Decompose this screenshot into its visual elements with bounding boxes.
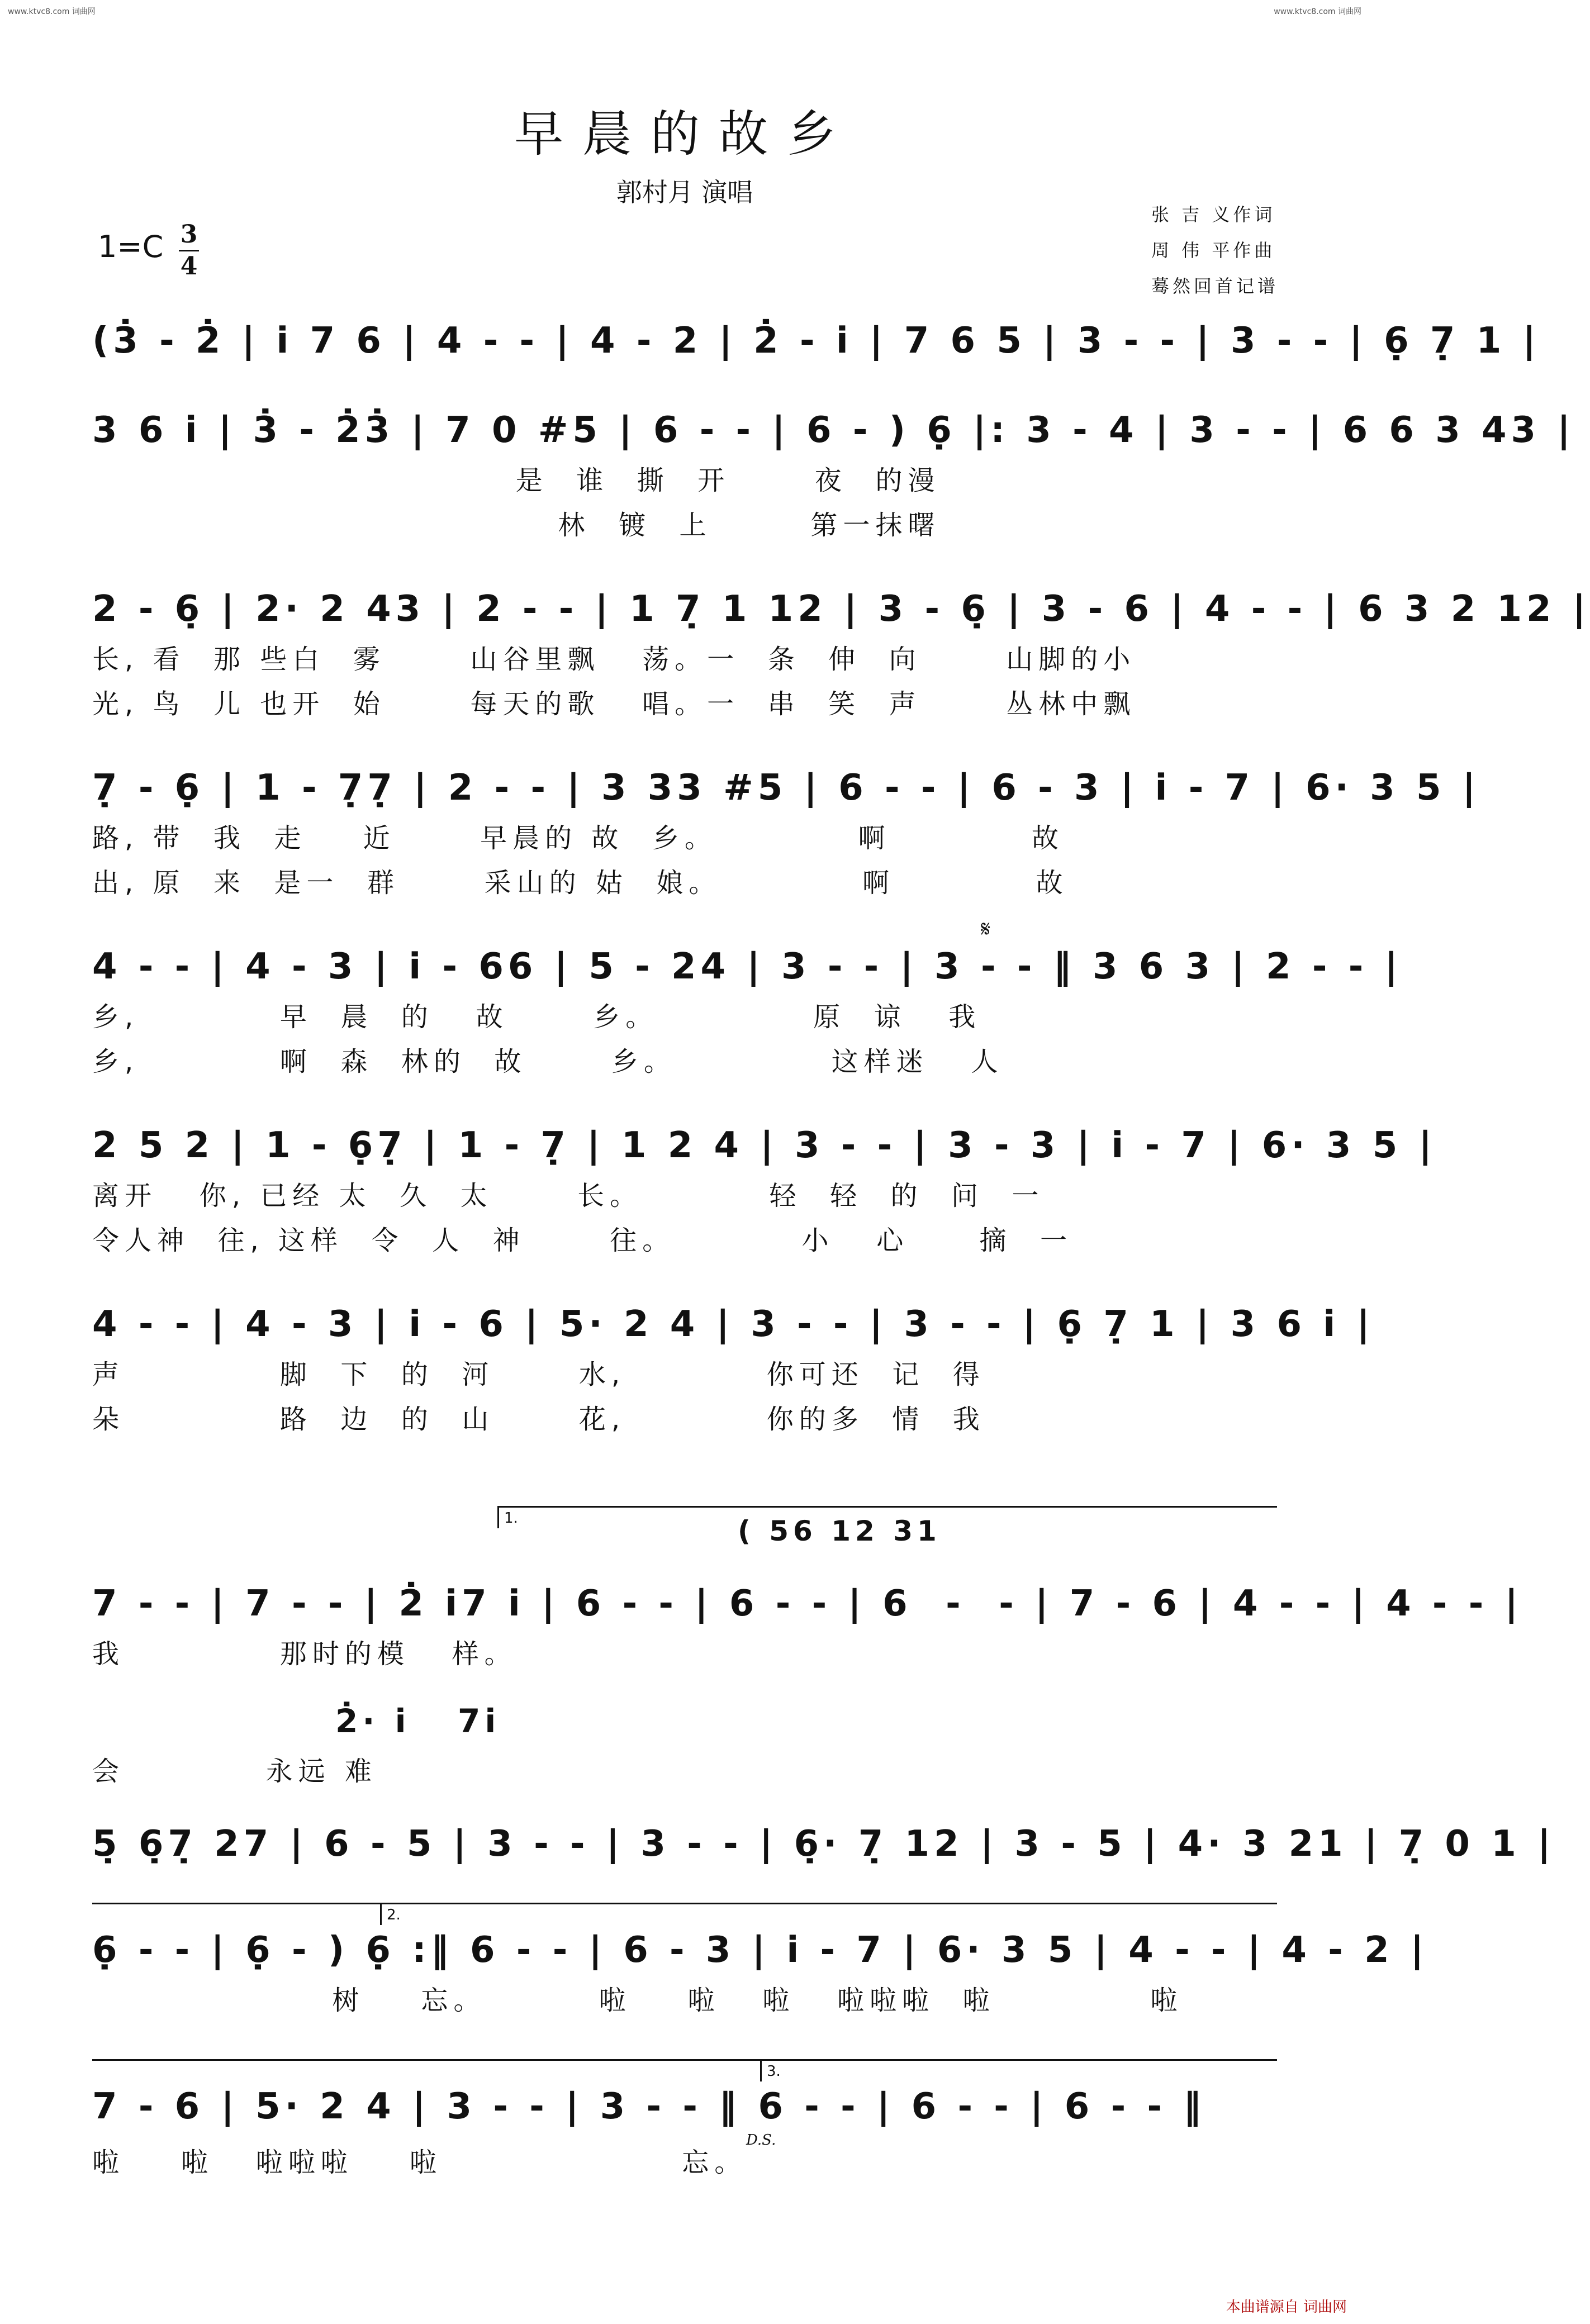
lyricist: 张 吉 义作词 xyxy=(1151,204,1276,225)
notes-line: 7̣ - 6̣ | 1 - 7̣7̣ | 2 - - | 3 33 #5 | 6 - - | 6 - 3 | i̇ - 7 | 6· 3 5 | xyxy=(92,767,1480,809)
lyric-verse-1: 路, 带 我 走 近 早晨的 故 乡。 啊 故 xyxy=(92,823,1065,854)
volta-1-label: 1. xyxy=(504,1510,518,1527)
volta-2-label: 2. xyxy=(387,1907,401,1923)
volta-3-line xyxy=(92,2059,1277,2061)
lyric-verse-2: 朵 路 边 的 山 花, 你的多 情 我 xyxy=(92,1404,985,1435)
alt-ending-notes: 2̇· i̇ 7i̇ xyxy=(335,1702,501,1740)
time-signature xyxy=(179,221,199,281)
composer: 周 伟 平作曲 xyxy=(1151,240,1276,261)
notes-line: 4 - - | 4 - 3 | i̇ - 66 | 5 - 24 | 3 - - | 3 - - ‖ 3 6 3 | 2 - - | xyxy=(92,946,1402,987)
notes-line: (3̇ - 2̇ | i̇ 7 6 | 4 - - | 4 - 2 | 2̇ - i̇ | 7 6 5 | 3 - - | 3 - - | 6̣ 7̣ 1 | xyxy=(92,320,1540,362)
time-bottom: 4 xyxy=(180,252,198,281)
alt-ending-lyric: 会 永远 难 xyxy=(92,1756,377,1787)
lyric-verse-2: 出, 原 来 是一 群 采山的 姑 娘。 啊 故 xyxy=(92,867,1069,899)
dal-segno-mark: D.S. xyxy=(746,2132,776,2149)
volta-2-line xyxy=(92,1903,1277,1904)
transcriber: 蓦然回首记谱 xyxy=(1151,275,1279,297)
volta-1-bracket xyxy=(497,1506,1277,1508)
lyric-verse-1: 乡, 早 晨 的 故 乡。 原 谅 我 xyxy=(92,1001,981,1033)
lyric-verse-1: 声 脚 下 的 河 水, 你可还 记 得 xyxy=(92,1359,985,1390)
segno-icon: 𝄋 xyxy=(981,916,991,942)
lyric-verse-1: 是 谁 撕 开 夜 的漫 xyxy=(92,465,941,496)
lyric-verse-1: 我 那时的模 样。 xyxy=(92,1638,517,1670)
performer: 郭村月 演唱 xyxy=(616,177,753,207)
notes-line: 2 - 6̣ | 2· 2 43 | 2 - - | 1 7̣ 1 12 | 3 - 6̣ | 3 - 6 | 4 - - | 6 3 2 12 | xyxy=(92,588,1590,630)
site-watermark-right: www.ktvc8.com 词曲网 xyxy=(1274,7,1361,16)
notes-line: 2 5 2 | 1 - 6̣7̣ | 1 - 7̣ | 1 2 4 | 3 - - | 3 - 3 | i̇ - 7 | 6· 3 5 | xyxy=(92,1125,1436,1166)
footer-source: 本曲谱源自 词曲网 xyxy=(1226,2299,1347,2316)
notes-line: 7 - 6 | 5· 2 4 | 3 - - | 3 - - ‖ 6 - - | 6 - - | 6 - - ‖ xyxy=(92,2086,1206,2127)
volta-1-tick xyxy=(497,1506,499,1528)
lyric-verse-1: 离开 你, 已经 太 久 太 长。 轻 轻 的 问 一 xyxy=(92,1180,1045,1211)
lyric-verse-2: 令人神 往, 这样 令 人 神 往。 小 心 摘 一 xyxy=(92,1225,1073,1256)
volta-3-tick xyxy=(760,2059,762,2081)
lyric-verse-1: 长, 看 那 些白 雾 山谷里飘 荡。一 条 伸 向 山脚的小 xyxy=(92,644,1136,675)
volta-3-label: 3. xyxy=(767,2063,781,2080)
lyric-verse-1: 啦 啦 啦啦啦 啦 忘。 xyxy=(92,2147,747,2178)
notes-line: 5̣ 6̣7̣ 27 | 6 - 5 | 3 - - | 3 - - | 6̣· 7̣ 12 | 3 - 5 | 4· 3 21 | 7̣ 0 1 | xyxy=(92,1823,1555,1865)
volta-2-tick xyxy=(380,1903,382,1925)
lyric-verse-2: 乡, 啊 森 林的 故 乡。 这样迷 人 xyxy=(92,1046,1004,1077)
notes-line: 4 - - | 4 - 3 | i̇ - 6 | 5· 2 4 | 3 - - | 3 - - | 6̣ 7̣ 1 | 3 6 i̇ | xyxy=(92,1304,1374,1345)
lyric-verse-2: 光, 鸟 儿 也开 始 每天的歌 唱。一 串 笑 声 丛林中飘 xyxy=(92,688,1136,720)
credits xyxy=(1151,197,1279,304)
interlude-notes: ( 56 12 31 xyxy=(738,1515,941,1547)
lyric-verse-2: 林 镀 上 第一抹曙 xyxy=(92,510,941,541)
song-title: 早晨的故乡 xyxy=(514,105,855,163)
notes-line: 3 6 i̇ | 3̇ - 2̇3̇ | 7 0 #5 | 6 - - | 6 - ) 6̣ |: 3 - 4 | 3 - - | 6 6 3 43 | xyxy=(92,410,1575,451)
lyric-verse-1: 树 忘。 啦 啦 啦 啦啦啦 啦 啦 xyxy=(92,1985,1183,2016)
notes-line: 7 - - | 7 - - | 2̇ i̇7 i̇ | 6 - - | 6 - - | 6 - - | 7 - 6 | 4 - - | 4 - - | xyxy=(92,1583,1522,1624)
key-signature: 1=C xyxy=(98,229,164,264)
time-top: 3 xyxy=(180,220,198,249)
notes-line: 6̣ - - | 6̣ - ) 6̣ :‖ 6 - - | 6 - 3 | i̇ - 7 | 6· 3 5 | 4 - - | 4 - 2 | xyxy=(92,1929,1428,1971)
site-watermark-left: www.ktvc8.com 词曲网 xyxy=(8,7,96,16)
